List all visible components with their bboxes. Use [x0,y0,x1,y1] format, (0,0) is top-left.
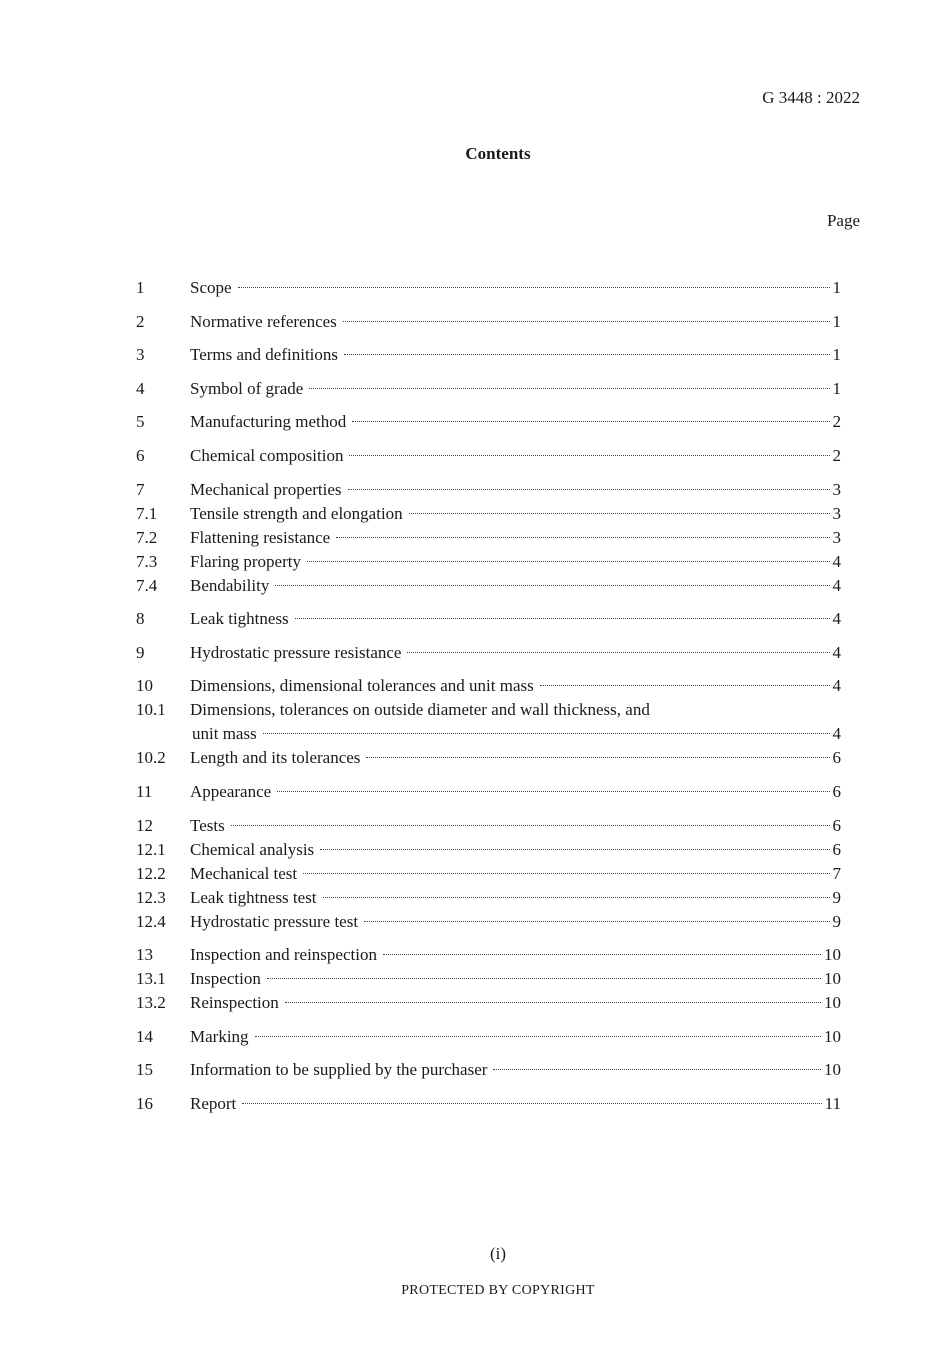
toc-entry-number: 13.1 [136,969,166,989]
toc-entry-page: 11 [824,1093,841,1113]
dot-leader [343,321,830,322]
toc-entry[interactable] [136,550,841,574]
toc-entry-number: 7.2 [136,527,158,547]
toc-entry[interactable] [136,377,841,401]
toc-entry-page: 10 [824,945,841,965]
toc-entry-page: 3 [832,503,841,523]
dot-leader [407,652,829,653]
toc-entry-page: 10 [824,1060,841,1080]
toc-entry-page: 7 [832,863,841,883]
toc-entry-number: 12 [136,815,153,835]
toc-entry[interactable] [136,722,841,746]
toc-entry-page: 2 [832,412,841,432]
toc-entry[interactable] [136,1025,841,1049]
toc-entry-title: Mechanical properties [190,479,342,499]
toc-entry-number: 5 [136,412,145,432]
dot-leader [409,513,830,514]
toc-entry[interactable] [136,1092,841,1116]
toc-entry-title: Tensile strength and elongation [190,503,403,523]
toc-entry-title: Hydrostatic pressure test [190,911,359,931]
dot-leader [383,954,821,955]
toc-entry[interactable] [136,838,841,862]
dot-leader [238,287,830,288]
toc-entry[interactable] [136,641,841,665]
toc-entry[interactable] [136,910,841,934]
dot-leader [263,733,830,734]
toc-entry-page: 9 [832,911,841,931]
toc-entry-title: Reinspection [190,993,279,1013]
toc-entry-number: 10 [136,676,153,696]
toc-entry-title: Chemical composition [190,445,344,465]
toc-entry-title: Mechanical test [190,863,298,883]
dot-leader [303,873,829,874]
toc-entry-title: Information to be supplied by the purchaser [190,1060,488,1080]
dot-leader [275,585,829,586]
toc-entry-number: 13 [136,945,153,965]
toc-entry[interactable] [136,746,841,770]
toc-entry-page: 6 [832,781,841,801]
toc-entry-page: 3 [832,479,841,499]
toc-entry-page: 6 [832,815,841,835]
toc-entry-title: Marking [190,1026,249,1046]
toc-entry-title: Symbol of grade [190,378,304,398]
toc-entry-page: 4 [832,551,841,571]
toc-entry-number: 14 [136,1026,153,1046]
toc-entry-title: Inspection and reinspection [190,945,377,965]
toc-entry-page: 6 [832,748,841,768]
toc-entry-number: 12.2 [136,863,166,883]
dot-leader [540,685,830,686]
toc-entry-number: 7.1 [136,503,158,523]
toc-entry-number: 10.2 [136,748,166,768]
toc-entry-number: 1 [136,278,145,297]
dot-leader [352,421,829,422]
toc-entry-page: 4 [832,724,841,744]
toc-entry-page: 1 [832,345,841,365]
toc-entry[interactable] [136,478,841,502]
toc-entry-title: Hydrostatic pressure resistance [190,642,402,662]
toc-entry-page: 1 [832,378,841,398]
dot-leader [364,921,829,922]
dot-leader [277,791,829,792]
dot-leader [349,455,829,456]
toc-entry-number: 10.1 [136,700,166,720]
toc-entry-page: 4 [832,609,841,629]
dot-leader [493,1069,821,1070]
toc-entry-title: Flaring property [190,551,301,571]
toc-entry-page: 10 [824,993,841,1013]
toc-entry-page: 4 [832,642,841,662]
toc-entry[interactable] [136,780,841,804]
toc-entry-page: 10 [824,1026,841,1046]
toc-entry-title: Report [190,1093,237,1113]
toc-entry-title: unit mass [192,724,257,744]
toc-entry-title: Bendability [190,575,270,595]
dot-leader [323,897,830,898]
toc-entry[interactable] [136,444,841,468]
toc-entry-number: 12.3 [136,887,166,907]
toc-entry[interactable] [136,943,841,967]
toc-entry[interactable] [136,1058,841,1082]
toc-entry-page: 2 [832,445,841,465]
toc-entry[interactable] [136,698,841,722]
dot-leader [309,388,829,389]
toc-entry-title: Dimensions, dimensional tolerances and unit mass [190,676,534,696]
toc-entry-number: 12.4 [136,911,166,931]
toc-entry[interactable] [136,967,841,991]
dot-leader [307,561,830,562]
dot-leader [320,849,829,850]
toc-entry-page: 1 [832,311,841,331]
toc-entry-page: 4 [832,575,841,595]
toc-entry-number: 3 [136,345,145,365]
toc-entry-title: Manufacturing method [190,412,347,432]
toc-entry-number: 7.4 [136,575,158,595]
toc-entry-title: Normative references [190,311,337,331]
toc-entry[interactable] [136,674,841,698]
toc-entry-number: 16 [136,1093,153,1113]
toc-entry[interactable] [136,310,841,334]
toc-entry-number: 12.1 [136,839,166,859]
toc-entry-title: Chemical analysis [190,839,315,859]
page-column-label: Page [826,211,860,230]
toc-entry[interactable] [136,814,841,838]
toc-entry-title: Flattening resistance [190,527,331,547]
toc-entry[interactable] [136,574,841,598]
toc-entry[interactable] [136,526,841,550]
toc-entry-title: Leak tightness [190,609,289,629]
toc-entry-title: Inspection [190,969,261,989]
dot-leader [295,618,830,619]
document-id: G 3448 : 2022 [762,88,860,107]
toc-entry-title: Dimensions, tolerances on outside diameter and wall thickness, and [190,700,650,720]
toc-entry-number: 8 [136,609,145,629]
dot-leader [336,537,829,538]
toc-entry-number: 15 [136,1060,153,1080]
toc-entry-page: 3 [832,527,841,547]
toc-entry-title: Tests [190,815,225,835]
dot-leader [348,489,830,490]
toc-entry-number: 13.2 [136,993,166,1013]
dot-leader [285,1002,821,1003]
toc-entry-title: Leak tightness test [190,887,317,907]
toc-entry-page: 9 [832,887,841,907]
toc-entry-page: 10 [824,969,841,989]
dot-leader [255,1036,821,1037]
toc-entry-number: 11 [136,781,153,801]
toc-entry[interactable] [136,607,841,631]
page-title: Contents [465,144,531,163]
toc-entry[interactable] [136,410,841,434]
toc-entry[interactable] [136,343,841,367]
toc-entry[interactable] [136,862,841,886]
toc-entry-number: 6 [136,445,145,465]
page-number: (i) [489,1244,507,1263]
toc-entry[interactable] [136,276,841,300]
dot-leader [231,825,830,826]
toc-entry-title: Terms and definitions [190,345,339,365]
toc-entry-page: 1 [832,278,841,297]
dot-leader [267,978,821,979]
toc-entry-number: 2 [136,311,145,331]
toc-entry-page: 4 [832,676,841,696]
toc-entry[interactable] [136,502,841,526]
toc-entry-title: Scope [190,278,232,297]
toc-entry-number: 7 [136,479,145,499]
copyright-notice: PROTECTED BY COPYRIGHT [401,1283,595,1298]
dot-leader [242,1103,821,1104]
toc-entry[interactable] [136,886,841,910]
toc-entry-title: Length and its tolerances [190,748,361,768]
toc-entry[interactable] [136,991,841,1015]
toc-entry-title: Appearance [190,781,272,801]
toc-entry-page: 6 [832,839,841,859]
table-of-contents [136,276,841,1116]
dot-leader [344,354,829,355]
toc-entry-number: 9 [136,642,145,662]
dot-leader [366,757,829,758]
toc-entry-number: 4 [136,378,145,398]
toc-entry-number: 7.3 [136,551,158,571]
